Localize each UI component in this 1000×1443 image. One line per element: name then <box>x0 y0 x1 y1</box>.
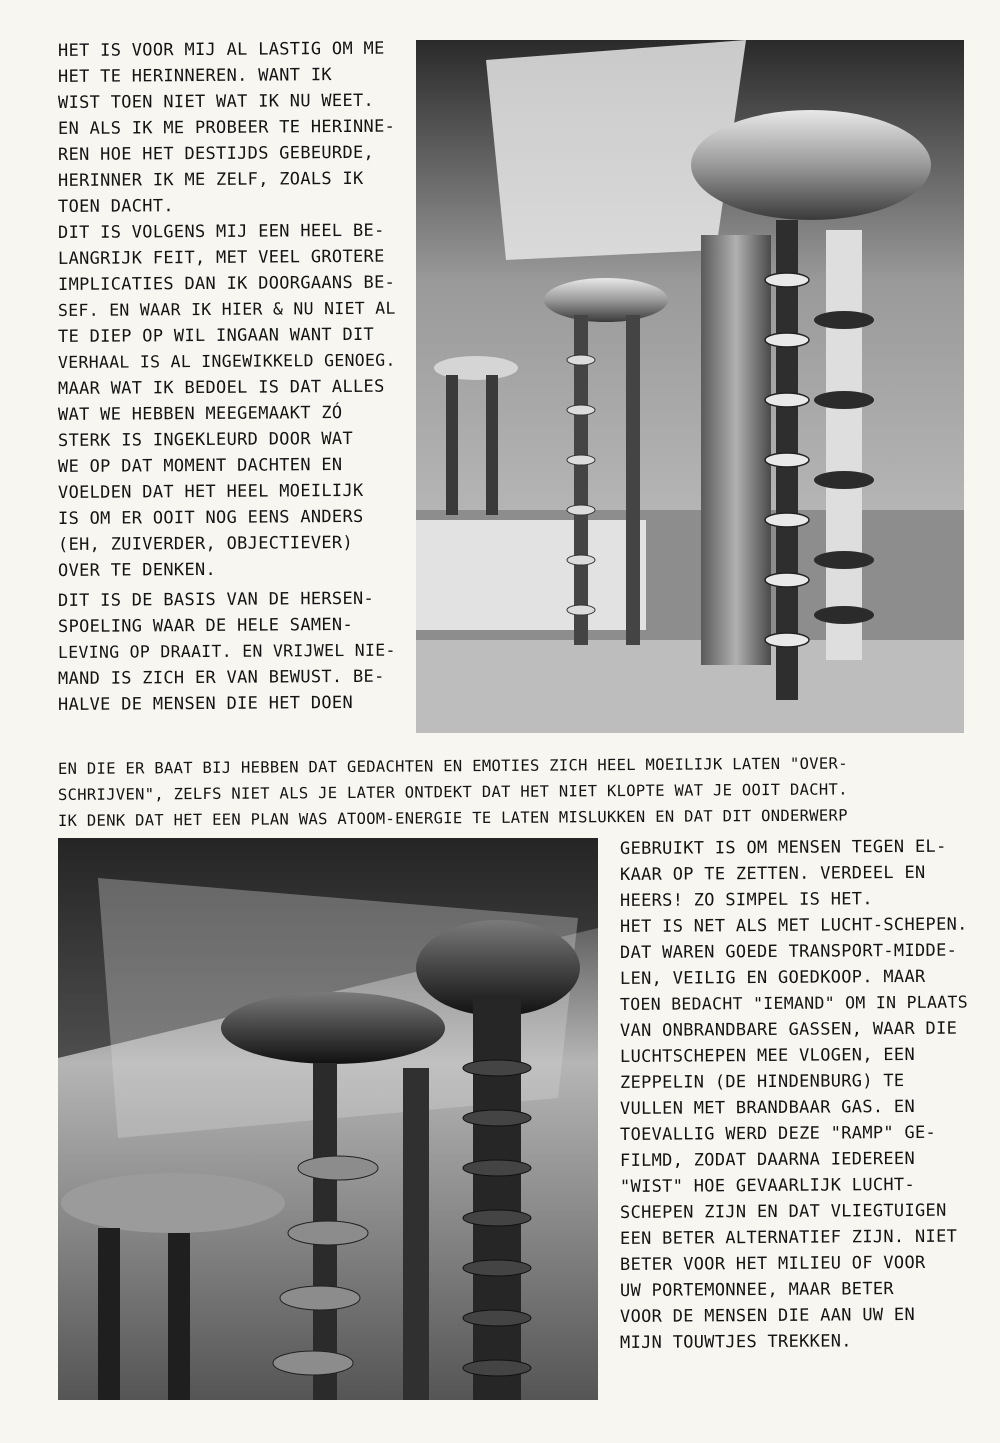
text-line: STERK IS INGEKLEURD DOOR WAT <box>57 428 354 451</box>
text-line: DIT IS VOLGENS MIJ EEN HEEL BE- <box>57 220 385 243</box>
text-line: HEERS! ZO SIMPEL IS HET. <box>619 889 873 911</box>
text-line: HERINNER IK ME ZELF, ZOALS IK <box>57 168 364 191</box>
text-line: EEN BETER ALTERNATIEF ZIJN. NIET <box>619 1226 958 1249</box>
text-line: HET IS NET ALS MET LUCHT-SCHEPEN. <box>619 914 968 937</box>
text-line: DAT WAREN GOEDE TRANSPORT-MIDDE- <box>619 940 958 963</box>
text-line: KAAR OP TE ZETTEN. VERDEEL EN <box>619 862 926 885</box>
text-line: WE OP DAT MOMENT DACHTEN EN <box>57 455 343 477</box>
text-line: BETER VOOR HET MILIEU OF VOOR <box>619 1252 926 1275</box>
text-line: HET TE HERINNEREN. WANT IK <box>57 65 332 87</box>
text-line: LUCHTSCHEPEN MEE VLOGEN, EEN <box>619 1044 916 1067</box>
text-line: TE DIEP OP WIL INGAAN WANT DIT <box>57 324 375 347</box>
text-line: TOEN BEDACHT "IEMAND" OM IN PLAATS <box>619 992 969 1014</box>
text-line: ZEPPELIN (DE HINDENBURG) TE <box>619 1071 905 1093</box>
text-line: WIST TOEN NIET WAT IK NU WEET. <box>57 90 375 113</box>
text-line: MIJN TOUWTJES TREKKEN. <box>619 1331 852 1353</box>
text-line: DIT IS DE BASIS VAN DE HERSEN- <box>57 588 375 611</box>
text-line: IMPLICATIES DAN IK DOORGAANS BE- <box>57 272 396 295</box>
text-line: SEF. EN WAAR IK HIER & NU NIET AL <box>57 298 396 320</box>
text-line: LEVING OP DRAAIT. EN VRIJWEL NIE- <box>57 640 396 662</box>
text-line: VOELDEN DAT HET HEEL MOEILIJK <box>57 480 364 503</box>
text-line: LEN, VEILIG EN GOEDKOOP. MAAR <box>619 966 926 989</box>
text-line: HET IS VOOR MIJ AL LASTIG OM ME <box>57 38 385 61</box>
text-line: HALVE DE MENSEN DIE HET DOEN <box>57 692 354 715</box>
text-line: WAT WE HEBBEN MEEGEMAAKT ZÓ <box>57 403 343 425</box>
text-line: GEBRUIKT IS OM MENSEN TEGEN EL- <box>619 836 947 859</box>
text-line: TOEN DACHT. <box>57 196 174 217</box>
text-line: FILMD, ZODAT DAARNA IEDEREEN <box>619 1148 916 1171</box>
generator-hall-illustration <box>416 40 964 733</box>
text-line: VERHAAL IS AL INGEWIKKELD GENOEG. <box>57 350 396 372</box>
text-line: "WIST" HOE GEVAARLIJK LUCHT- <box>619 1174 916 1197</box>
text-line: IS OM ER OOIT NOG EENS ANDERS <box>57 506 364 529</box>
text-line: SPOELING WAAR DE HELE SAMEN- <box>57 614 354 637</box>
text-line: EN DIE ER BAAT BIJ HEBBEN DAT GEDACHTEN EN EMOTIES ZICH HEEL MOEILIJK LATEN "OVER- <box>57 754 848 778</box>
text-line: MAAR WAT IK BEDOEL IS DAT ALLES <box>57 376 385 399</box>
text-line: (EH, ZUIVERDER, OBJECTIEVER) <box>57 532 354 555</box>
text-line: MAND IS ZICH ER VAN BEWUST. BE- <box>57 666 385 689</box>
text-line: REN HOE HET DESTIJDS GEBEURDE, <box>57 142 375 165</box>
text-line: VAN ONBRANDBARE GASSEN, WAAR DIE <box>619 1018 958 1041</box>
generator-closeup-illustration <box>58 838 598 1400</box>
text-line: OVER TE DENKEN. <box>57 559 217 581</box>
text-line: IK DENK DAT HET EEN PLAN WAS ATOOM-ENERGIE TE LATEN MISLUKKEN EN DAT DIT ONDERWERP <box>57 806 848 830</box>
photo-generator-hall <box>416 40 964 733</box>
photo-generator-closeup <box>58 838 598 1400</box>
text-line: TOEVALLIG WERD DEZE "RAMP" GE- <box>619 1122 937 1145</box>
text-line: SCHEPEN ZIJN EN DAT VLIEGTUIGEN <box>619 1200 947 1223</box>
text-line: VOOR DE MENSEN DIE AAN UW EN <box>619 1304 916 1327</box>
text-line: VULLEN MET BRANDBAAR GAS. EN <box>619 1096 916 1119</box>
text-line: LANGRIJK FEIT, MET VEEL GROTERE <box>57 246 385 269</box>
text-line: EN ALS IK ME PROBEER TE HERINNE- <box>57 116 396 139</box>
text-line: UW PORTEMONNEE, MAAR BETER <box>619 1279 894 1301</box>
text-line: SCHRIJVEN", ZELFS NIET ALS JE LATER ONTDEKT DAT HET NIET KLOPTE WAT JE OOIT DACHT. <box>57 780 848 804</box>
